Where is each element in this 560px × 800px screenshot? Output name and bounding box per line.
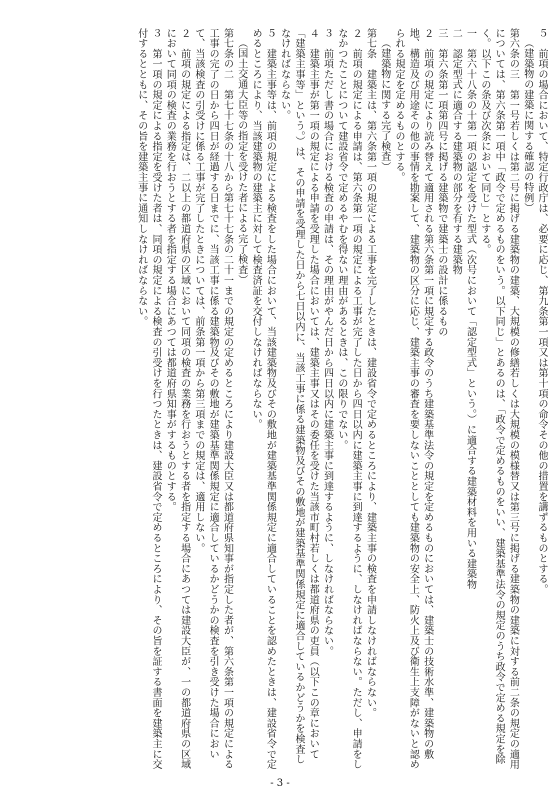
item-sec6-3-1: 一 第六十八条の十第一項の認定を受けた型式（次号において「認定型式」という。）に適合する建築材料を用いる建築物 [464,28,476,590]
paragraph-sec7-2-2: ２ 前項の規定による指定は、二以上の都道府県の区域において同項の検査の業務を行おうとする者を指定する場合にあつては建設大臣が、一の都道府県の区域において同項の検査の業務を行おうとする者を指定する場合にあつては都道府県知事がするものとする。 [164,28,190,770]
paragraph-sec7-3: ３ 前項ただし書の場合における検査の申請は、その理由がやんだ日から四日以内に建築主事に到達するように、しなければならない。 [321,28,333,657]
paragraph-sec7-2: ２ 前項の規定による申請は、第六条第一項の規定による工事が完了した日から四日以内に建築主事に到達するように、しなければならない。ただし、申請をしなかつたことについて建設省令で定めるやむを得ない理由があるときは、この限りでない。 [335,28,362,770]
paragraph-sec6-2-5: ５ 前項の場合において、特定行政庁は、必要に応じ、第九条第一項又は第十項の命令その他の措置を講ずるものとする。 [536,28,547,595]
paragraph-sec7-5: ５ 建築主事等は、前項の規定による検査をした場合において、当該建築物及びその敷地が建築基準関係規定に適合していることを認めたときは、建設省令で定めるところにより、当該建築物の建築主に対して検査済証を交付しなければならない。 [250,28,276,770]
article-sec6-3: 第六条の三 第一号若しくは第二号に掲げる建築物の建築、大規模の修繕若しくは大規模の模様替又は第三号に掲げる建築物の建築に対する前二条の規定の適用については、第六条第一項中「政令で定めるものをいう。以下同じ」とあるのは、「政令で定めるものをいい、建築基準法令の規定のうち政令で定める規定を除く。以下この条及び次条において同じ」とする。 [478,28,519,770]
paragraph-sec6-3-2: ２ 前項の規定により読み替えて適用される第六条第一項に規定する政令のうち建築基準法令の規定を定めるものにおいては、建築士の技術水準、建築物の敷地、構造及び用途その他の事情を勘案して、建築物の区分に応じ、建築主事の審査を要しないこととしても建築物の安全上、防火上及び衛生上支障がないと認められる規定を定めるものとする。 [393,28,433,770]
page-number: - 3 - [270,778,290,789]
article-sec7: 第七条 建築主は、第六条第一項の規定による工事を完了したときは、建設省令で定めるところにより、建築主事の検査を申請しなければならない。 [364,28,376,719]
item-sec6-3-3: 三 第六条第一項第四号に掲げる建築物で建築士の設計に係るもの [435,28,447,337]
article-sec7-2: 第七条の二 第七十七条の十八から第七十七条の二十一までの規定の定めるところにより建設大臣又は都道府県知事が指定した者が、第六条第一項の規定による工事の完了の日から四日が経過する日までに、当該工事に係る建築物及びその敷地が建築基準関係規定に適合しているかどうかの検査を引き受けた場合において、当該検査の引受けに係る工事が完了したときについては、前条第一項から第三項までの規定は、適用しない。 [192,28,233,770]
heading-sec7: （建築物に関する完了検査） [378,38,390,172]
body-text [18,28,548,770]
paragraph-sec7-2-3: ３ 第一項の規定による指定を受けた者は、同項の規定による検査の引受けを行つたときは、建設省令で定めるところにより、その旨を証する書面を建築主に交付するとともに、その旨を建築主事に通知しなければならない。 [135,28,161,770]
heading-sec6-3: （建築物の建築に関する確認の特例） [521,38,533,214]
paragraph-sec7-4: ４ 建築主事が第一項の規定による申請を受理した場合においては、建築主事又はその委任を受けた当該市町村若しくは都道府県の吏員（以下この章において「建築主事等」という。）は、その申請を受理した日から七日以内に、当該工事に係る建築物及びその敷地が建築基準関係規定に適合しているかどうかを検査しなければならない。 [278,28,319,765]
heading-sec7-2: （国土交通大臣等の指定を受けた者による完了検査） [235,38,247,286]
item-sec6-3-2: 二 認定型式に適合する建築物の部分を有する建築物 [450,28,462,276]
